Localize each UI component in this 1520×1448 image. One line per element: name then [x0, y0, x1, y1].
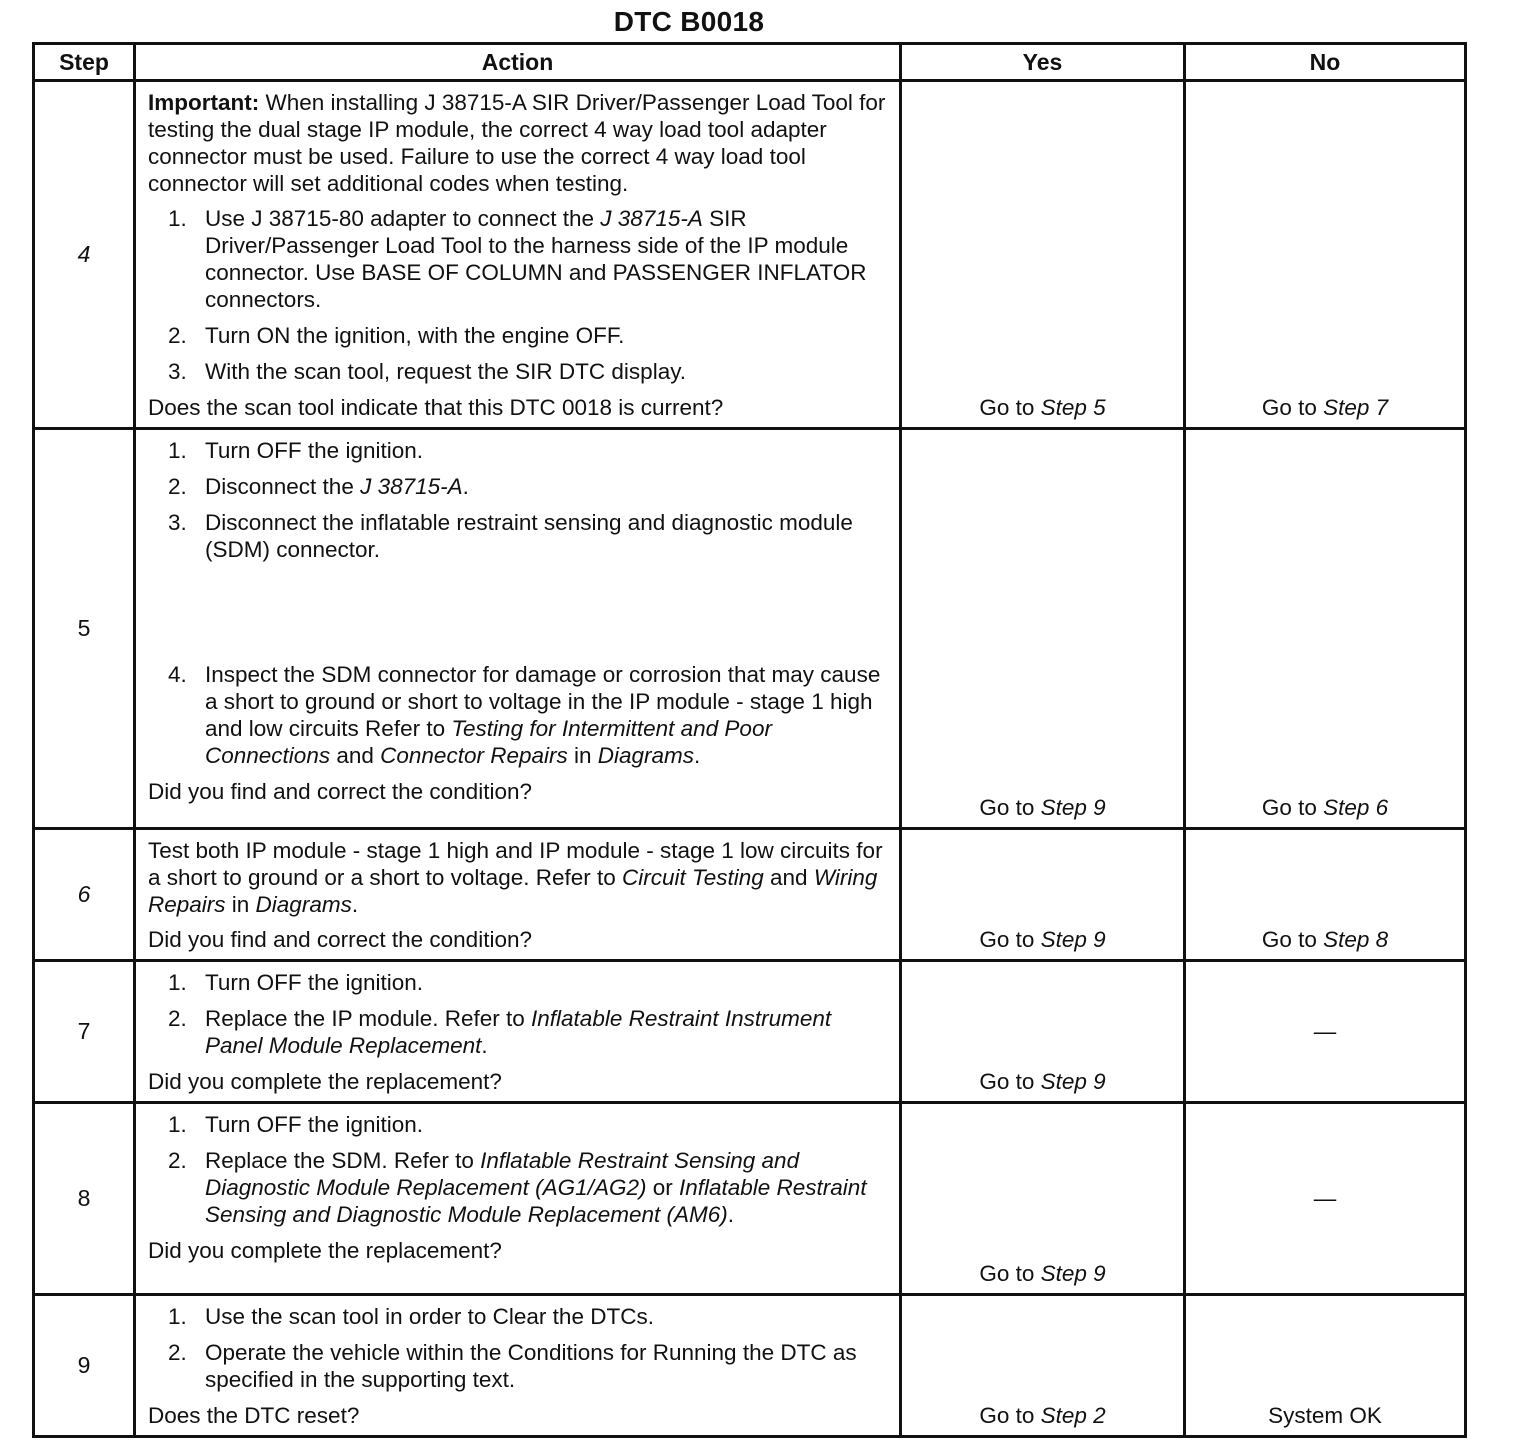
- step-number: 5: [34, 429, 135, 829]
- yes-cell: Go to Step 9: [901, 829, 1185, 961]
- header-no: No: [1185, 44, 1466, 81]
- question: Did you find and correct the condition?: [148, 779, 532, 804]
- step-number: 8: [34, 1103, 135, 1295]
- action-list: [148, 437, 889, 769]
- step-number: 4: [34, 81, 135, 429]
- action-cell: [135, 1295, 901, 1437]
- dtc-table: [32, 42, 1467, 1438]
- header-action: Action: [135, 44, 901, 81]
- table-row: [34, 829, 1466, 961]
- table-header-row: [34, 44, 1466, 81]
- no-cell: Go to Step 6: [1185, 429, 1466, 829]
- table-row: [34, 429, 1466, 829]
- yes-cell: Go to Step 2: [901, 1295, 1185, 1437]
- action-list: [148, 969, 889, 1059]
- no-step-link: Step 7: [1323, 395, 1389, 420]
- action-cell: [135, 81, 901, 429]
- action-cell: [135, 1103, 901, 1295]
- step-number: 9: [34, 1295, 135, 1437]
- list-item: 1. Turn OFF the ignition.: [168, 970, 424, 995]
- no-cell: Go to Step 8: [1185, 829, 1466, 961]
- yes-cell: Go to Step 9: [901, 1103, 1185, 1295]
- list-item: 1. Use the scan tool in order to Clear the DTCs.: [168, 1304, 654, 1329]
- blank-space: [148, 572, 889, 652]
- action-cell: [135, 429, 901, 829]
- yes-cell: Go to Step 5: [901, 81, 1185, 429]
- list-item: 3. With the scan tool, request the SIR DTC display.: [168, 359, 687, 384]
- list-item: 4. Inspect the SDM connector for damage or corrosion that may cause a short to ground or short to voltage in the IP module - stage 1 high and low circuits Refer to Testing for Intermittent and Poor Connections and Connector Repairs in Diagrams.: [168, 662, 881, 768]
- action-cell: [135, 829, 901, 961]
- question: Did you complete the replacement?: [148, 1238, 502, 1263]
- header-yes: Yes: [901, 44, 1185, 81]
- action-list: [148, 205, 889, 385]
- step-number: 7: [34, 961, 135, 1103]
- no-cell: [1185, 1295, 1466, 1437]
- action-list: [148, 1111, 889, 1228]
- list-item: 2. Turn ON the ignition, with the engine OFF.: [168, 323, 625, 348]
- no-step-link: Step 6: [1323, 795, 1389, 820]
- important-note: Important: When installing J 38715-A SIR Driver/Passenger Load Tool for testing the dual stage IP module, the correct 4 way load tool adapter connector must be used. Failure to use the correct 4 way load tool connector will set additional codes when testing.: [148, 90, 886, 196]
- yes-step-link: Step 9: [1040, 927, 1106, 952]
- question: Does the scan tool indicate that this DTC 0018 is current?: [148, 395, 724, 420]
- yes-cell: Go to Step 9: [901, 429, 1185, 829]
- list-item: 2. Replace the SDM. Refer to Inflatable Restraint Sensing and Diagnostic Module Replacement (AG1/AG2) or Inflatable Restraint Sensing and Diagnostic Module Replacement (AM6).: [168, 1148, 867, 1227]
- no-cell: [1185, 961, 1466, 1103]
- question: Did you complete the replacement?: [148, 1069, 502, 1094]
- list-item: 3. Disconnect the inflatable restraint sensing and diagnostic module (SDM) connector.: [168, 510, 853, 562]
- table-row: [34, 961, 1466, 1103]
- action-paragraph: Test both IP module - stage 1 high and IP module - stage 1 low circuits for a short to ground or a short to voltage. Refer to Circuit Testing and Wiring Repairs in Diagrams.: [148, 838, 883, 917]
- question: Did you find and correct the condition?: [148, 927, 532, 952]
- no-step-link: Step 8: [1323, 927, 1389, 952]
- yes-cell: Go to Step 9: [901, 961, 1185, 1103]
- list-item: 2. Replace the IP module. Refer to Inflatable Restraint Instrument Panel Module Replacement.: [168, 1006, 832, 1058]
- dash: —: [1313, 1186, 1337, 1211]
- action-list: [148, 1303, 889, 1393]
- list-item: 1. Turn OFF the ignition.: [168, 438, 424, 463]
- yes-step-link: Step 2: [1040, 1403, 1106, 1428]
- list-item: 1. Turn OFF the ignition.: [168, 1112, 424, 1137]
- yes-step-link: Step 9: [1040, 1069, 1106, 1094]
- document-title: DTC B0018: [613, 6, 765, 37]
- yes-step-link: Step 5: [1040, 395, 1106, 420]
- table-row: [34, 1295, 1466, 1437]
- list-item: 2. Operate the vehicle within the Conditions for Running the DTC as specified in the supporting text.: [168, 1340, 857, 1392]
- header-step: Step: [34, 44, 135, 81]
- question: Does the DTC reset?: [148, 1403, 360, 1428]
- list-item: 1. Use J 38715-80 adapter to connect the J 38715-A SIR Driver/Passenger Load Tool to the harness side of the IP module connector. Use BASE OF COLUMN and PASSENGER INFLATOR connectors.: [168, 206, 867, 312]
- important-label: Important:: [148, 90, 260, 115]
- no-cell: [1185, 1103, 1466, 1295]
- table-row: [34, 81, 1466, 429]
- action-cell: [135, 961, 901, 1103]
- no-cell: Go to Step 7: [1185, 81, 1466, 429]
- yes-step-link: Step 9: [1040, 1261, 1106, 1286]
- table-row: [34, 1103, 1466, 1295]
- dash: —: [1313, 1019, 1337, 1044]
- yes-step-link: Step 9: [1040, 795, 1106, 820]
- system-ok-text: System OK: [1268, 1403, 1382, 1428]
- list-item: 2. Disconnect the J 38715-A.: [168, 474, 469, 499]
- step-number: 6: [34, 829, 135, 961]
